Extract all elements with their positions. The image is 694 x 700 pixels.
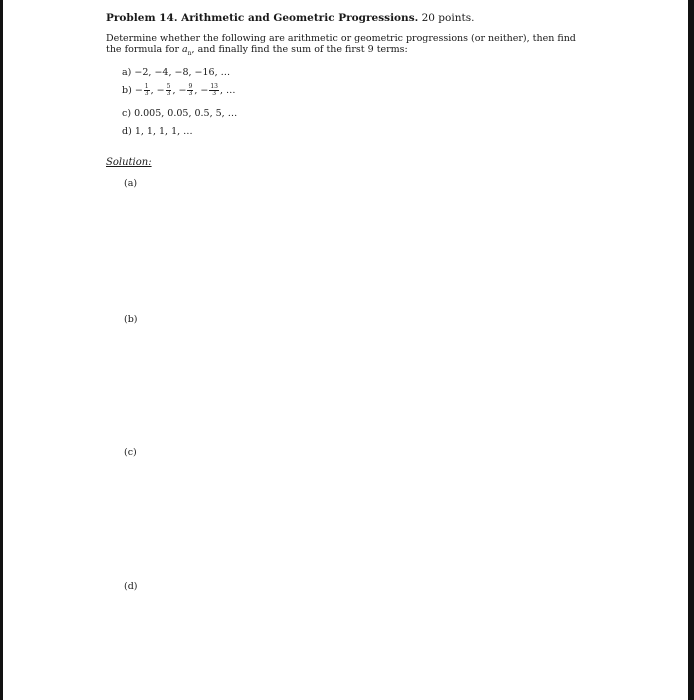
instructions-var: a (182, 44, 188, 55)
item-c-sequence: 0.005, 0.05, 0.5, 5, … (134, 108, 238, 119)
term-sign: − (156, 85, 165, 96)
item-b-term-4: − $\frac{13}{3}$ , (200, 83, 227, 97)
document-page (3, 0, 688, 700)
problem-title-bold: Problem 14. Arithmetic and Geometric Progressions. (106, 12, 419, 24)
instructions-sub: n (187, 49, 192, 57)
item-d (122, 126, 193, 137)
fraction (209, 84, 219, 97)
fraction (144, 84, 150, 97)
instructions-line-1: Determine whether the following are arithmetic or geometric progressions (or neither), then find (106, 33, 576, 44)
instructions-line-2-pre: the formula for (106, 44, 182, 55)
solution-part-c: (c) (124, 447, 137, 458)
item-a (122, 67, 230, 78)
fraction-numerator: 9 (188, 83, 193, 90)
fraction-denominator: 3 (166, 90, 171, 97)
item-b-term-2: − $\frac{5}{3}$ , (156, 83, 179, 97)
item-b-term-3: − $\frac{9}{3}$ , (178, 83, 201, 97)
problem-title (106, 12, 474, 24)
fraction-numerator: 13 (210, 83, 218, 90)
fraction-denominator: 3 (144, 90, 149, 97)
term-sign: − (178, 85, 187, 96)
fraction-denominator: 3 (188, 90, 193, 97)
fraction (187, 84, 193, 97)
fraction-numerator: 1 (144, 83, 149, 90)
term-sign: − (134, 85, 143, 96)
solution-heading: Solution: (106, 157, 152, 168)
solution-part-b: (b) (124, 314, 138, 325)
fraction-numerator: 5 (166, 83, 171, 90)
item-b (122, 84, 236, 97)
item-b-term-1: − $\frac{1}{3}$ , (134, 83, 157, 97)
solution-part-d: (d) (124, 581, 138, 592)
solution-part-a: (a) (124, 178, 138, 189)
item-b-label: b) (122, 85, 132, 96)
item-c-label: c) (122, 108, 132, 119)
item-a-label: a) (122, 67, 132, 78)
problem-instructions (106, 33, 606, 59)
item-b-ellipsis: … (226, 85, 236, 96)
instructions-line-2-post: , and finally find the sum of the first 9 terms: (191, 44, 408, 55)
fraction-denominator: 3 (212, 90, 217, 97)
problem-points: 20 points. (421, 12, 475, 24)
item-a-sequence: −2, −4, −8, −16, … (134, 67, 231, 78)
fraction (166, 84, 172, 97)
item-c (122, 108, 237, 119)
term-sign: − (200, 85, 209, 96)
item-d-label: d) (122, 126, 132, 137)
item-d-sequence: 1, 1, 1, 1, … (134, 126, 193, 137)
right-border (688, 0, 694, 700)
